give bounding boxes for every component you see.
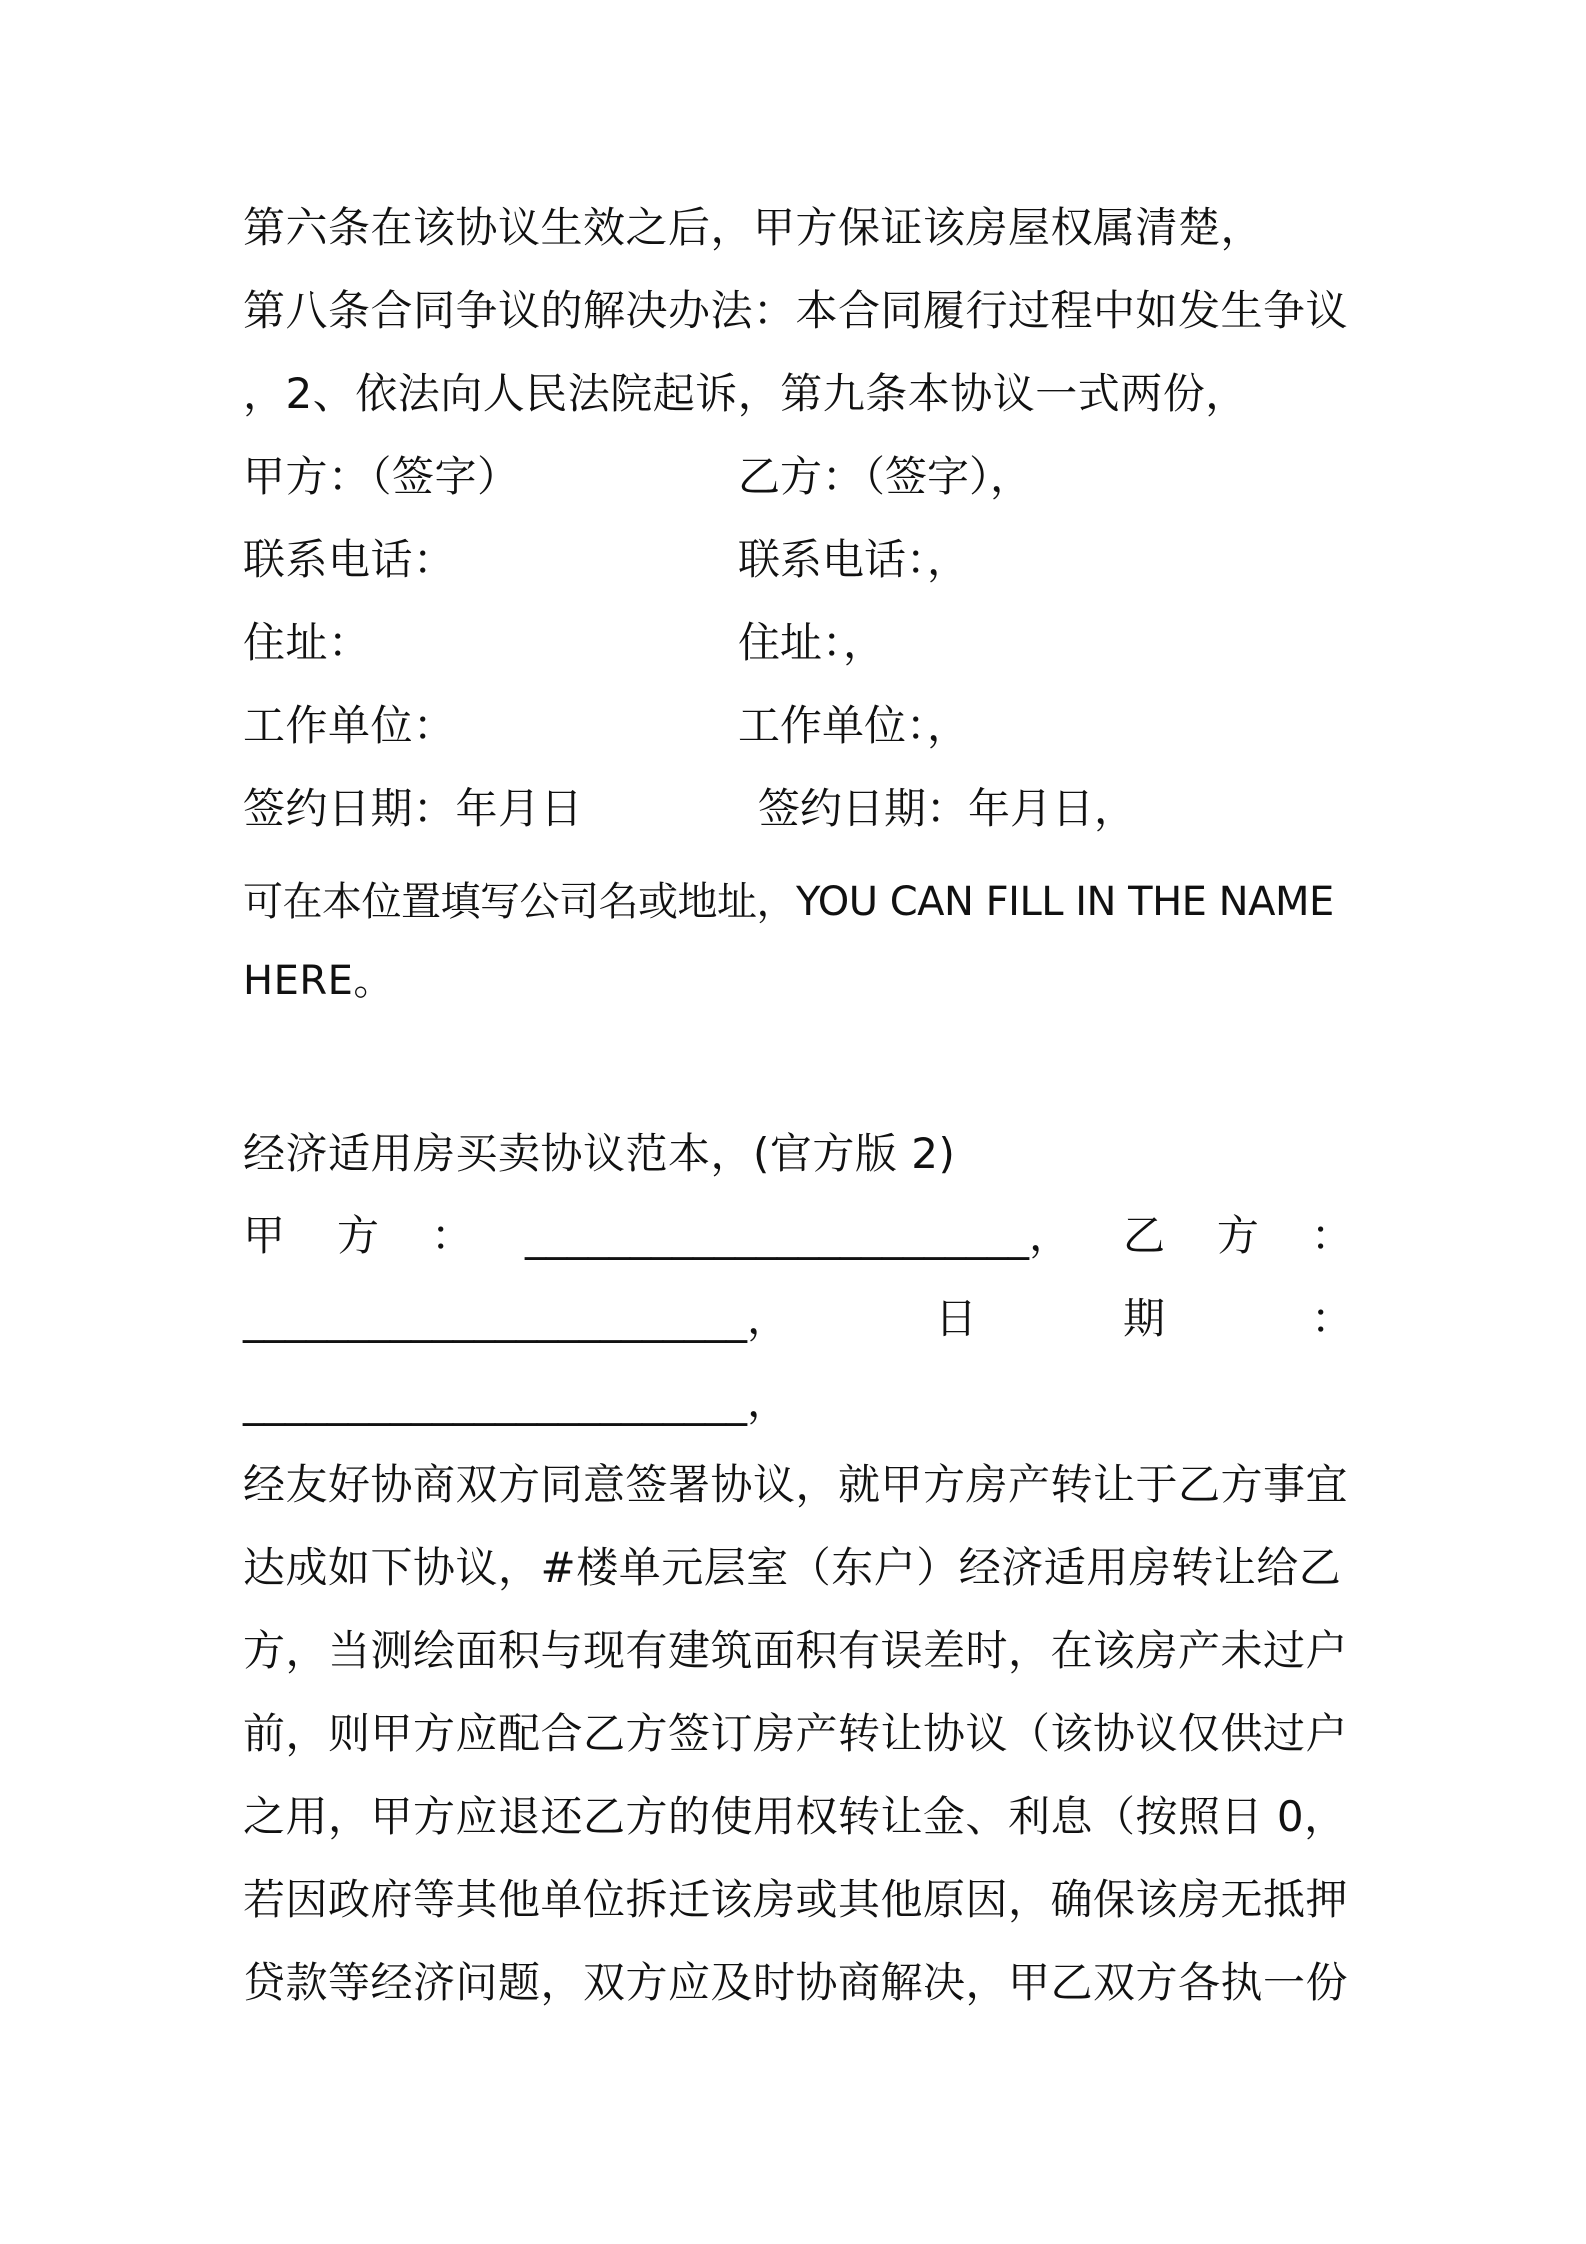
party-a-colon: ： xyxy=(430,1211,473,1260)
party-row-2 xyxy=(243,1291,1353,1347)
date-blank: ________________________， xyxy=(243,1377,790,1426)
date-char-1: 日 xyxy=(934,1294,977,1343)
body-line: 前，则甲方应配合乙方签订房产转让协议（该协议仅供过户 xyxy=(243,1709,1349,1758)
body-line: 方，当测绘面积与现有建筑面积有误差时，在该房产未过户 xyxy=(243,1626,1349,1675)
party-a-blank: ________________________， xyxy=(524,1211,1071,1260)
party-b-char-1: 乙 xyxy=(1122,1211,1165,1260)
body-line: 之用，甲方应退还乙方的使用权转让金、利息（按照日 0， xyxy=(243,1792,1347,1841)
party-a-employer-label: 工作单位： xyxy=(243,701,456,750)
date-char-2: 期 xyxy=(1122,1294,1165,1343)
party-a-phone-label: 联系电话： xyxy=(243,535,456,584)
party-a-signature-label: 甲方：（签字） xyxy=(243,452,520,501)
party-a-address-label: 住址： xyxy=(243,618,371,667)
party-b-phone-label: 联系电话：， xyxy=(738,535,970,584)
company-note-line: 可在本位置填写公司名或地址，YOU CAN FILL IN THE NAME xyxy=(243,879,1334,925)
party-b-address-label: 住址：， xyxy=(738,618,886,667)
party-a-date-label: 签约日期：年月日 xyxy=(243,784,584,833)
party-row-1 xyxy=(243,1208,1353,1264)
body-line: 达成如下协议，#楼单元层室（东户）经济适用房转让给乙 xyxy=(243,1543,1342,1592)
party-a-char-2: 方 xyxy=(336,1211,379,1260)
party-b-signature-label: 乙方：（签字）， xyxy=(738,452,1033,501)
company-note-line-2: HERE。 xyxy=(243,958,394,1004)
body-line: 若因政府等其他单位拆迁该房或其他原因，确保该房无抵押 xyxy=(243,1875,1349,1924)
party-a-char-1: 甲 xyxy=(243,1211,286,1260)
article-6-line: 第六条在该协议生效之后，甲方保证该房屋权属清楚， xyxy=(243,203,1264,252)
party-b-colon: ： xyxy=(1310,1211,1353,1260)
party-b-char-2: 方 xyxy=(1216,1211,1259,1260)
article-8-line: 第八条合同争议的解决办法：本合同履行过程中如发生争议 xyxy=(243,286,1349,335)
section-title: 经济适用房买卖协议范本，(官方版 2) xyxy=(243,1129,956,1178)
date-colon: ： xyxy=(1310,1294,1353,1343)
article-9-line: ，2、依法向人民法院起诉，第九条本协议一式两份， xyxy=(243,369,1248,418)
party-b-date-label: 签约日期：年月日， xyxy=(758,784,1137,833)
body-line: 经友好协商双方同意签署协议，就甲方房产转让于乙方事宜 xyxy=(243,1460,1349,1509)
party-b-employer-label: 工作单位：， xyxy=(738,701,970,750)
party-b-blank: ________________________， xyxy=(243,1294,790,1343)
body-line: 贷款等经济问题，双方应及时协商解决，甲乙双方各执一份 xyxy=(243,1958,1349,2007)
